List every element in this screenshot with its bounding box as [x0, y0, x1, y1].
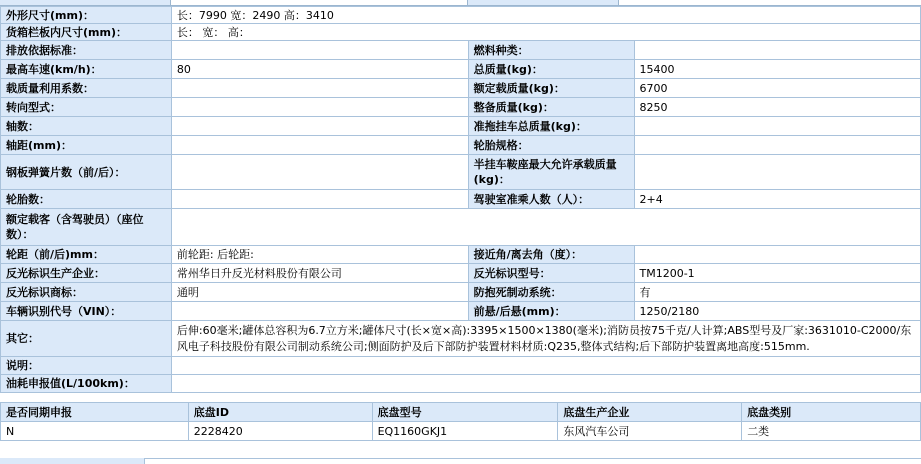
table-cell: N — [1, 422, 189, 441]
field-label: 车辆识别代号（VIN）： — [1, 302, 172, 321]
column-header: 底盘ID — [188, 403, 372, 422]
field-label: 额定载质量(kg)： — [468, 79, 634, 98]
field-label: 轮距（前/后)mm： — [1, 246, 172, 264]
column-header: 是否同期申报 — [1, 403, 189, 422]
field-value — [171, 98, 468, 117]
field-label: 半挂车鞍座最大允许承载质量(kg)： — [468, 155, 634, 190]
field-label: 额定载客（含驾驶员）（座位数）： — [1, 209, 172, 246]
table-cell: EQ1160GKJ1 — [372, 422, 558, 441]
field-value-other: 后伸:60毫米;罐体总容积为6.7立方米;罐体尺寸(长×宽×高):3395×1500×1380(毫米);消防员按75千克/人计算;ABS型号及厂家:3631010-C2000/东风电子科技股份有限公司制动系统公司;侧面防护及后下部防护装置材料材质:Q235,整体式结构;后下部防护装置离地高度:515mm. — [171, 321, 920, 357]
table-row — [1, 98, 921, 117]
field-value: 常州华日升反光材料股份有限公司 — [171, 264, 468, 283]
field-value — [171, 136, 468, 155]
field-label: 最高车速(km/h)： — [1, 60, 172, 79]
table-row — [1, 283, 921, 302]
table-row — [1, 79, 921, 98]
field-value: 通明 — [171, 283, 468, 302]
field-label: 驾驶室准乘人数（人）： — [468, 190, 634, 209]
field-label: 总质量(kg)： — [468, 60, 634, 79]
table-row — [1, 209, 921, 246]
field-value — [171, 117, 468, 136]
field-label: 货箱栏板内尺寸(mm)： — [1, 24, 172, 41]
table-row — [1, 264, 921, 283]
chassis-table — [0, 402, 921, 441]
field-value: 长：7990 宽：2490 高：3410 — [171, 7, 920, 24]
field-label: 整备质量(kg)： — [468, 98, 634, 117]
field-value: TM1200-1 — [634, 264, 921, 283]
column-header: 底盘生产企业 — [558, 403, 742, 422]
field-value — [171, 209, 920, 246]
table-cell: 东风汽车公司 — [558, 422, 742, 441]
column-header: 底盘型号 — [372, 403, 558, 422]
field-label: 转向型式： — [1, 98, 172, 117]
table-row — [1, 117, 921, 136]
field-value — [171, 190, 468, 209]
table-row — [1, 60, 921, 79]
field-value: 80 — [171, 60, 468, 79]
table-row — [1, 375, 921, 393]
field-value — [171, 155, 468, 190]
field-label: 反光标识生产企业： — [1, 264, 172, 283]
field-value — [171, 302, 468, 321]
field-label: 防抱死制动系统： — [468, 283, 634, 302]
table-row — [1, 357, 921, 375]
table-row — [1, 136, 921, 155]
field-value — [634, 246, 921, 264]
field-value — [171, 41, 468, 60]
field-value: 8250 — [634, 98, 921, 117]
field-label: 燃料种类： — [468, 41, 634, 60]
field-value: 有 — [634, 283, 921, 302]
field-label: 反光标识型号： — [468, 264, 634, 283]
field-label: 轴距(mm)： — [1, 136, 172, 155]
spec-table — [0, 6, 921, 393]
table-cell: 二类 — [742, 422, 921, 441]
field-value — [634, 41, 921, 60]
field-value — [171, 375, 920, 393]
table-row — [1, 24, 921, 41]
table-row — [1, 190, 921, 209]
field-value — [171, 79, 468, 98]
field-label: 接近角/离去角（度）： — [468, 246, 634, 264]
table-row — [1, 7, 921, 24]
field-value: 1250/2180 — [634, 302, 921, 321]
table-row — [1, 246, 921, 264]
field-label: 轴数： — [1, 117, 172, 136]
field-label: 钢板弹簧片数（前/后）： — [1, 155, 172, 190]
field-label: 其它： — [1, 321, 172, 357]
table-row — [1, 321, 921, 357]
field-label: 载质量利用系数： — [1, 79, 172, 98]
field-value — [634, 155, 921, 190]
field-label: 油耗申报值(L/100km)： — [1, 375, 172, 393]
field-label: 准拖挂车总质量(kg)： — [468, 117, 634, 136]
field-value: 6700 — [634, 79, 921, 98]
field-label: 说明： — [1, 357, 172, 375]
column-header: 底盘类别 — [742, 403, 921, 422]
chassis-header-row — [1, 403, 921, 422]
field-value — [634, 136, 921, 155]
field-label: 反光标识商标： — [1, 283, 172, 302]
table-row — [1, 155, 921, 190]
chassis-data-row — [1, 422, 921, 441]
field-value: 前轮距: 后轮距: — [171, 246, 468, 264]
field-label: 轮胎数： — [1, 190, 172, 209]
bottom-label-strip — [0, 458, 145, 464]
field-value: 15400 — [634, 60, 921, 79]
field-value — [634, 117, 921, 136]
field-label: 外形尺寸(mm)： — [1, 7, 172, 24]
table-cell: 2228420 — [188, 422, 372, 441]
field-label: 前悬/后悬(mm)： — [468, 302, 634, 321]
field-label: 排放依据标准： — [1, 41, 172, 60]
table-row — [1, 41, 921, 60]
field-value: 长： 宽： 高： — [171, 24, 920, 41]
table-row — [1, 302, 921, 321]
field-value — [171, 357, 920, 375]
field-value: 2+4 — [634, 190, 921, 209]
field-label: 轮胎规格： — [468, 136, 634, 155]
